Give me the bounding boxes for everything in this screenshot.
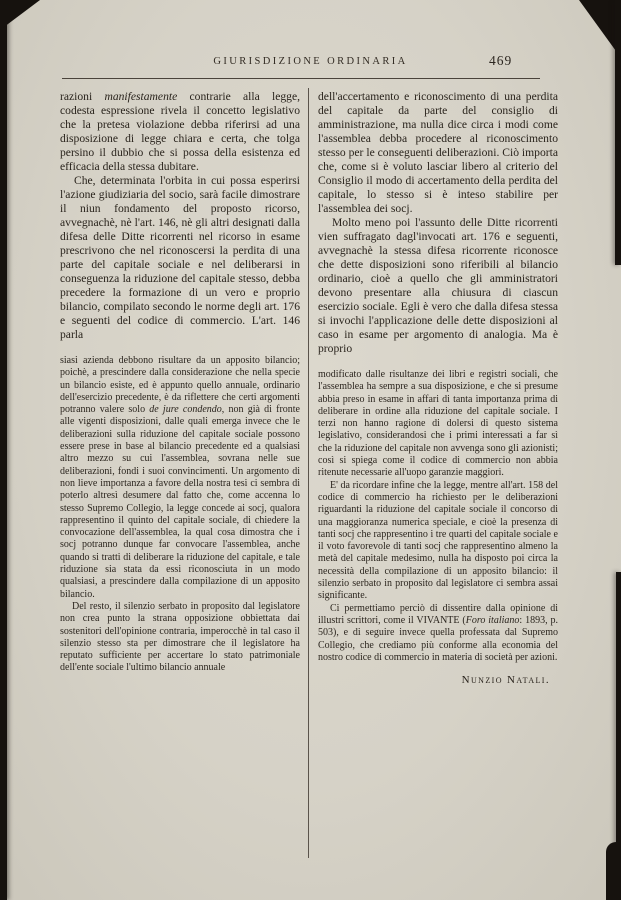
scan-artifact-right-edge-top — [615, 0, 621, 265]
scan-artifact-bottom-right-corner — [606, 842, 621, 900]
paragraph: Del resto, il silenzio serbato in proposito dal legislatore non crea punto la strana opposizione obbiettata dai sostenitori dell'opinione contraria, imperocchè in tal caso il silenzio stesso sta per dimostrare che il legislatore ha reputato sufficiente per accertare lo stato patrimoniale dell'ente sociale l'ultimo bilancio annuale — [60, 600, 300, 674]
right-note-text — [318, 369, 558, 664]
right-column — [318, 90, 558, 686]
paragraph: Che, determinata l'orbita in cui possa esperirsi l'azione giudiziaria del socio, sarà facile dimostrare il niun fondamento del proposto ricorso, avvegnachè, nè l'art. 146, nè gli altri designati dalla difesa delle Ditte ricorrenti nel ricorso in esame prescrivono che nel riconoscersi la perdita di una parte del capitale sociale e nel deliberarsi in conseguenza la riduzione del capitale stesso, debba precedere la formazione di un vero e proprio bilancio, compilato secondo le norme degli art. 176 e seguenti del codice di commercio. L'art. 146 parla — [60, 174, 300, 341]
left-column — [60, 90, 300, 686]
left-note-text — [60, 355, 300, 675]
paragraph: dell'accertamento e riconoscimento di una perdita del capitale da parte del consiglio di amministrazione, ma nulla dice circa i modi come l'assemblea debba procedere al riconoscimento stesso per le conseguenti deliberazioni. Ciò importa che, come si è voluto lasciar libero al criterio del Consiglio il modo di accertamento della perdita del capitale, lo stesso si è inteso stabilire per l'assemblea dei socj. — [318, 90, 558, 215]
paragraph: Molto meno poi l'assunto delle Ditte ricorrenti vien suffragato dagl'invocati art. 176 e seguenti, avvegnachè la stessa difesa ricorrente riconosce che dette disposizioni sono riferibili al bilancio ordinario, cioè a quello che gli amministratori devono presentare alla chiusura di ciascun esercizio sociale. Egli è vero che dalla difesa stessa si invochi l'applicazione delle dette disposizioni al caso in esame per argomento di analogia. Ma è proprio — [318, 216, 558, 355]
page-number: 469 — [489, 53, 513, 68]
text-columns — [60, 90, 558, 686]
paragraph: razioni manifestamente contrarie alla legge, codesta espressione rivela il concetto legislativo che la pretesa violazione debba riferirsi ad una disposizione di legge chiara e certa, che tolga persino il dubbio che si possa della esistenza ed efficacia della stessa dubitare. — [60, 90, 300, 173]
author-signature: Nunzio Natali. — [461, 674, 550, 687]
paragraph: E' da ricordare infine che la legge, mentre all'art. 158 del codice di commercio ha richiesto per le deliberazioni riguardanti la riduzione del capitale sociale il concorso di una maggioranza numerica speciale, e cioè la presenza di tanti socj che rappresentino i tre quarti del capitale sociale e il voto favorevole di tanti socj che rappresentino almeno la metà del capitale medesimo, nulla ha disposto poi circa la necessità della compilazione di un apposito bilancio: il silenzio serbato in proposito dal legislatore ci sembra assai significante. — [318, 479, 558, 602]
paragraph: Ci permettiamo perciò di dissentire dalla opinione di illustri scrittori, come il VIVANTE (Foro italiano: 1893, p. 503), e di seguire invece quella professata dal Supremo Collegio, che crediamo più conforme alla economia del nostro codice di commercio in materia di società per azioni. — [318, 602, 558, 663]
scan-artifact-left-edge — [0, 0, 7, 900]
header-rule — [62, 78, 540, 79]
paragraph: siasi azienda debbono risultare da un apposito bilancio; poichè, a prescindere dalla considerazione che nella specie un bilancio esiste, ed è appunto quello annuale, ordinario dell'esercizio precedente, è da riflettere che certi argomenti potranno valere solo de jure condendo, non già di fronte alle vigenti disposizioni, dalle quali emerga invece che le deliberazioni sulla riduzione del capitale sociale possono essere prese in base al bilancio precedente ed a qualsiasi altro mezzo su cui l'assemblea, sovrana nelle sue deliberazioni, fondi i suoi convincimenti. Un argomento di non lieve importanza a favore della nostra tesi ci sembra di poterlo altresì desumere dal fatto che, come accenna lo stesso Supremo Collegio, la legge concede ai socj, qualora rappresentino il quinto del capitale sociale, di chiedere la convocazione dell'assemblea, la qual cosa dimostra che i socj potranno dunque far convocare l'assemblea, anche quando si tratti di deliberare la riduzione del capitale, e tale riduzione sia stata da essi riconosciuta in un modo qualsiasi, a prescindere dalla compilazione di un apposito bilancio. — [60, 355, 300, 600]
scan-artifact-top-left-corner — [0, 0, 40, 30]
right-main-text — [318, 90, 558, 356]
paragraph: modificato dalle risultanze dei libri e registri sociali, che l'assemblea ha sempre a sua disposizione, e che si presume abbia preso in esame in affari di tanta importanza prima di deliberare in ordine alla riduzione del capitale sociale. I terzi non hanno ragione di dolersi di questo sistema legislativo, considerandosi che i primi interessati a far sì che la riduzione del capitale non avvenga sono gli azionisti; così si spiega come il codice di commercio non abbia ritenute necessarie all'uopo garanzie maggiori. — [318, 369, 558, 479]
running-head: GIURISDIZIONE ORDINARIA — [213, 56, 408, 67]
left-main-text — [60, 90, 300, 342]
